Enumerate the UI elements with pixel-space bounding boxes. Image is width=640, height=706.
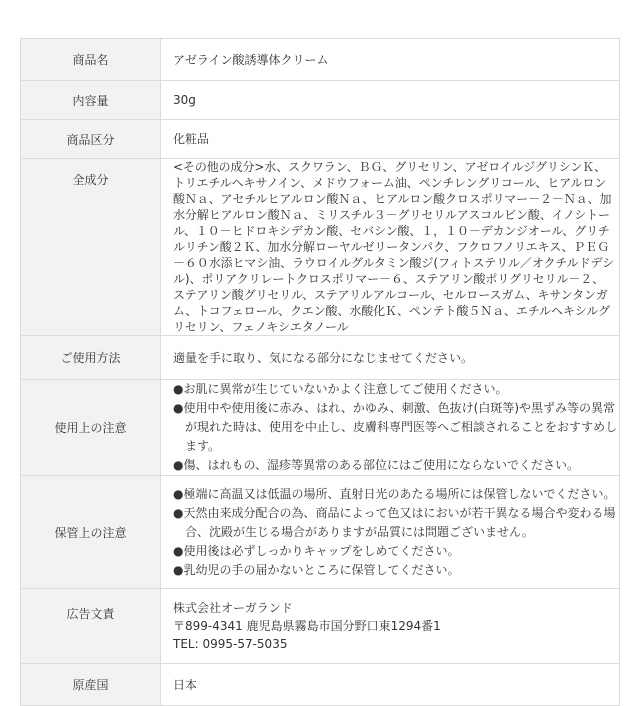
list-item: ●使用中や使用後に赤み、はれ、かゆみ、刺激、色抜け(白斑等)や黒ずみ等の異常が現れた時は、使用を中止し、皮膚科専門医等へご相談されることをおすすめします。 (173, 401, 618, 453)
row-label: 全成分 (21, 159, 161, 336)
table-row (21, 476, 620, 589)
table-row (21, 336, 620, 380)
storage-cautions (161, 476, 620, 589)
row-label: 原産国 (21, 664, 161, 706)
category-value: 化粧品 (161, 120, 620, 159)
volume-value: 30g (161, 81, 620, 120)
table-row (21, 664, 620, 706)
ingredients-value: <その他の成分>水、スクワラン、ＢＧ、グリセリン、アゼロイルジグリシンＫ、トリエチルヘキサノイン、メドウフォーム油、ペンチレングリコール、ヒアルロン酸Ｎａ、アセチルヒアルロン酸Ｎａ、ヒアルロン酸クロスポリマー－２－Ｎａ、加水分解ヒアルロン酸Ｎａ、ミリスチル３－グリセリルアスコルビン酸、イノシトール、１０－ヒドロキシデカン酸、セバシン酸、１，１０－デカンジオール、グリチルリチン酸２Ｋ、加水分解ローヤルゼリータンパク、フクロフノリエキス、ＰＥＧ－６０水添ヒマシ油、ラウロイルグルタミン酸ジ(フィトステリル／オクチルドデシル)、ポリアクリレートクロスポリマー－６、ステアリン酸ポリグリセリル－２、ステアリン酸グリセリル、ステアリルアルコール、セルロースガム、キサンタンガム、トコフェロール、クエン酸、水酸化Ｋ、ペンテト酸５Ｎａ、エチルヘキシルグリセリン、フェノキシエタノール (161, 159, 620, 336)
row-label: 商品区分 (21, 120, 161, 159)
row-label: 保管上の注意 (21, 476, 161, 589)
origin-value: 日本 (161, 664, 620, 706)
list-item: ●使用後は必ずしっかりキャップをしめてください。 (173, 543, 460, 558)
table-row (21, 39, 620, 81)
advertiser-value (161, 589, 620, 664)
table-row (21, 589, 620, 664)
list-item: ●極端に高温又は低温の場所、直射日光のあたる場所には保管しないでください。 (173, 486, 616, 501)
row-label: 広告文責 (21, 589, 161, 664)
row-label: 内容量 (21, 81, 161, 120)
table-row (21, 120, 620, 159)
company-name: 株式会社オーガランド (173, 601, 293, 615)
list-item: ●乳幼児の手の届かないところに保管してください。 (173, 562, 460, 577)
table-row (21, 81, 620, 120)
row-label: 使用上の注意 (21, 380, 161, 476)
table-row (21, 159, 620, 336)
company-address: 〒899-4341 鹿児島県霧島市国分野口東1294番1 (173, 619, 441, 633)
list-item: ●傷、はれもの、湿疹等異常のある部位にはご使用にならないでください。 (173, 458, 579, 472)
table-row (21, 380, 620, 476)
product-spec-table (20, 38, 620, 706)
usage-cautions (161, 380, 620, 476)
list-item: ●お肌に異常が生じていないかよく注意してご使用ください。 (173, 382, 508, 396)
list-item: ●天然由来成分配合の為、商品によって色又はにおいが若干異なる場合や変わる場合、沈殿が生じる場合がありますが品質には問題ございません。 (173, 505, 616, 539)
usage-value: 適量を手に取り、気になる部分になじませてください。 (161, 336, 620, 380)
row-label: 商品名 (21, 39, 161, 81)
company-phone: TEL: 0995-57-5035 (173, 637, 288, 651)
product-name-value: アゼライン酸誘導体クリーム (161, 39, 620, 81)
row-label: ご使用方法 (21, 336, 161, 380)
